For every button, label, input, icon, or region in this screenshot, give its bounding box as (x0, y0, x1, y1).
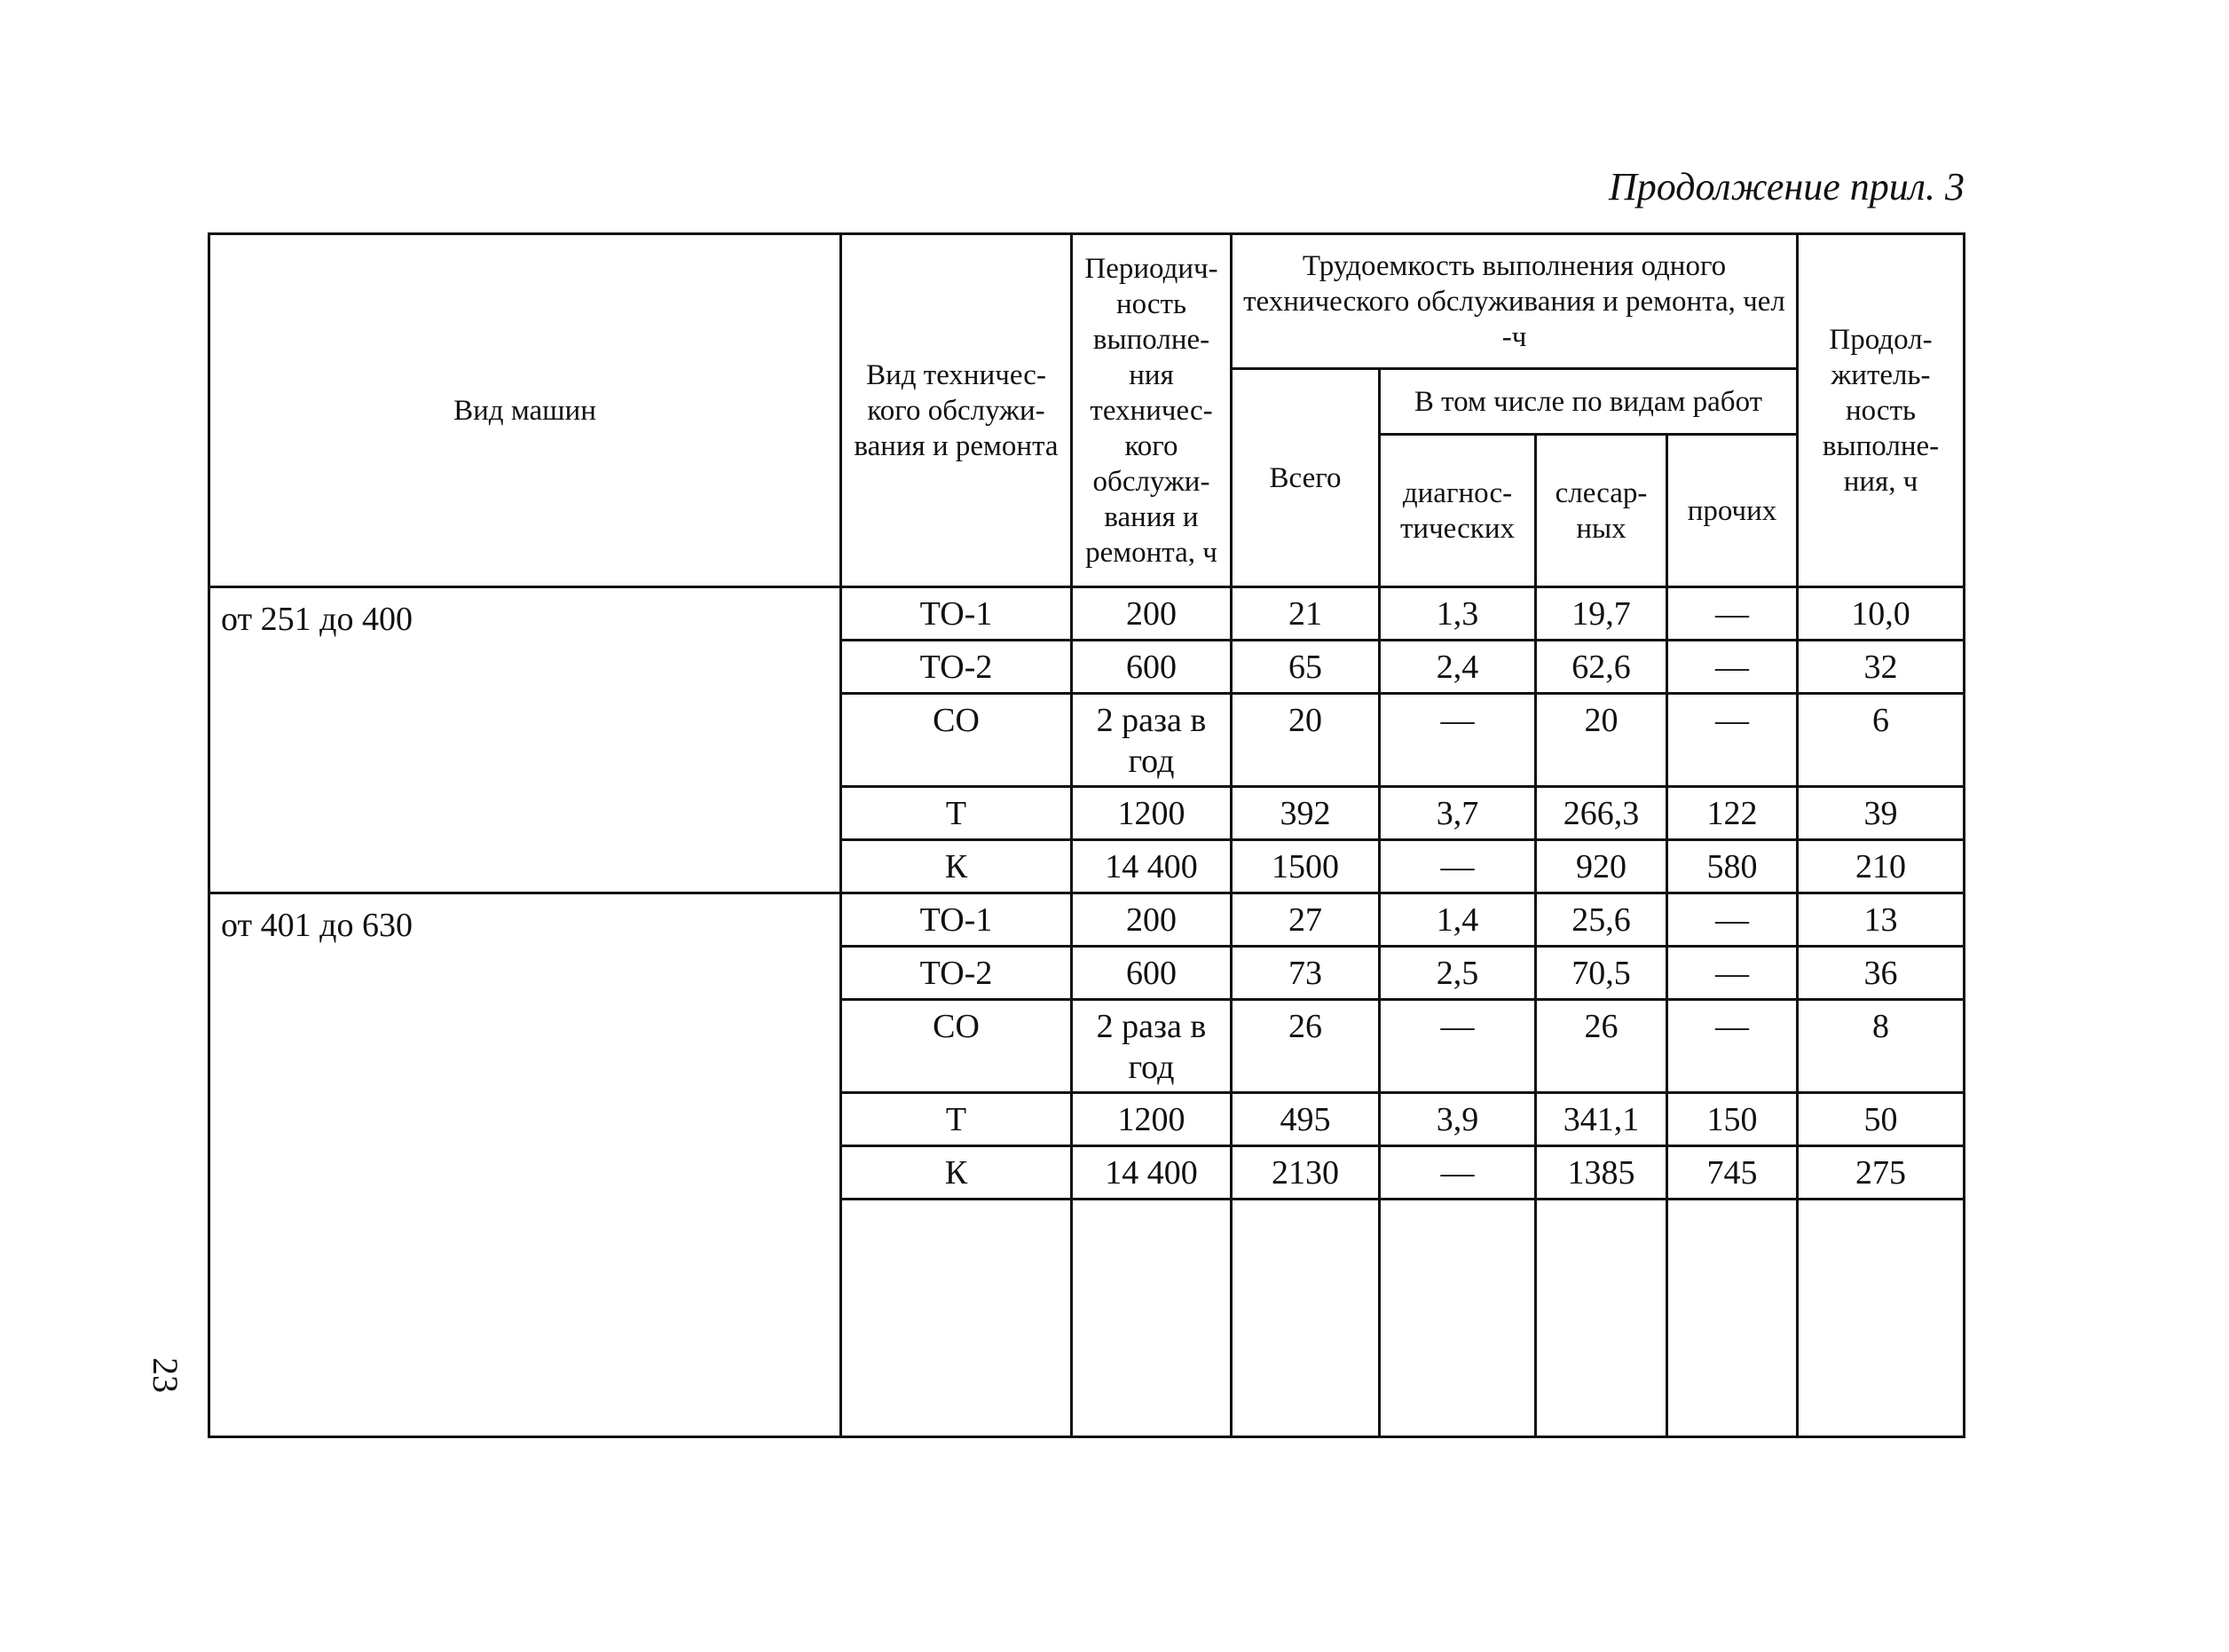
empty-cell (1072, 1200, 1232, 1437)
cell-duration: 50 (1798, 1093, 1965, 1146)
cell-service-type: Т (841, 1093, 1072, 1146)
cell-fitter: 25,6 (1536, 893, 1667, 947)
cell-diagnostic: 2,4 (1380, 641, 1536, 694)
cell-machine-type: от 401 до 630 (209, 893, 841, 1437)
cell-diagnostic: — (1380, 694, 1536, 787)
header-labor-group: Трудоемкость выполнения одного технического обслуживания и ремонта, чел -ч (1232, 234, 1798, 369)
cell-service-type: К (841, 1146, 1072, 1200)
cell-fitter: 62,6 (1536, 641, 1667, 694)
cell-periodicity: 14 400 (1072, 840, 1232, 893)
cell-duration: 36 (1798, 947, 1965, 1000)
cell-total: 27 (1232, 893, 1380, 947)
cell-periodicity: 600 (1072, 641, 1232, 694)
cell-duration: 10,0 (1798, 587, 1965, 641)
header-duration: Продол- житель- ность выполне- ния, ч (1798, 234, 1965, 587)
cell-fitter: 20 (1536, 694, 1667, 787)
cell-service-type: ТО-1 (841, 587, 1072, 641)
cell-fitter: 920 (1536, 840, 1667, 893)
cell-diagnostic: — (1380, 840, 1536, 893)
cell-diagnostic: 3,9 (1380, 1093, 1536, 1146)
header-total: Всего (1232, 369, 1380, 587)
continuation-caption: Продолжение прил. 3 (1609, 165, 1965, 208)
cell-duration: 13 (1798, 893, 1965, 947)
cell-diagnostic: 1,3 (1380, 587, 1536, 641)
cell-periodicity: 2 раза в год (1072, 1000, 1232, 1093)
cell-total: 73 (1232, 947, 1380, 1000)
cell-service-type: СО (841, 1000, 1072, 1093)
cell-periodicity: 1200 (1072, 1093, 1232, 1146)
cell-total: 2130 (1232, 1146, 1380, 1200)
empty-cell (1667, 1200, 1798, 1437)
cell-other: — (1667, 1000, 1798, 1093)
cell-diagnostic: 2,5 (1380, 947, 1536, 1000)
empty-cell (1798, 1200, 1965, 1437)
cell-duration: 39 (1798, 787, 1965, 840)
cell-diagnostic: 3,7 (1380, 787, 1536, 840)
cell-total: 65 (1232, 641, 1380, 694)
cell-service-type: К (841, 840, 1072, 893)
cell-fitter: 26 (1536, 1000, 1667, 1093)
table-body (209, 587, 1965, 1437)
cell-periodicity: 14 400 (1072, 1146, 1232, 1200)
cell-fitter: 19,7 (1536, 587, 1667, 641)
cell-total: 26 (1232, 1000, 1380, 1093)
cell-periodicity: 200 (1072, 587, 1232, 641)
cell-diagnostic: 1,4 (1380, 893, 1536, 947)
cell-duration: 6 (1798, 694, 1965, 787)
header-other: прочих (1667, 435, 1798, 587)
table-header (209, 234, 1965, 587)
cell-total: 20 (1232, 694, 1380, 787)
header-periodicity: Периодич- ность выполне- ния техничес- кого обслужи- вания и ремонта, ч (1072, 234, 1232, 587)
cell-duration: 8 (1798, 1000, 1965, 1093)
cell-duration: 275 (1798, 1146, 1965, 1200)
cell-service-type: ТО-2 (841, 947, 1072, 1000)
header-subgroup: В том числе по видам работ (1380, 369, 1798, 435)
cell-machine-type: от 251 до 400 (209, 587, 841, 893)
cell-duration: 32 (1798, 641, 1965, 694)
empty-cell (1536, 1200, 1667, 1437)
cell-total: 21 (1232, 587, 1380, 641)
cell-other: 745 (1667, 1146, 1798, 1200)
empty-cell (841, 1200, 1072, 1437)
header-service-type: Вид техничес- кого обслужи- вания и ремонта (841, 234, 1072, 587)
page-number: 23 (146, 1357, 185, 1393)
cell-fitter: 266,3 (1536, 787, 1667, 840)
cell-other: 150 (1667, 1093, 1798, 1146)
cell-fitter: 1385 (1536, 1146, 1667, 1200)
cell-other: — (1667, 694, 1798, 787)
maintenance-table (208, 232, 1965, 1438)
cell-service-type: Т (841, 787, 1072, 840)
cell-total: 392 (1232, 787, 1380, 840)
empty-cell (1232, 1200, 1380, 1437)
cell-periodicity: 600 (1072, 947, 1232, 1000)
cell-periodicity: 1200 (1072, 787, 1232, 840)
cell-other: 580 (1667, 840, 1798, 893)
cell-periodicity: 2 раза в год (1072, 694, 1232, 787)
cell-service-type: ТО-2 (841, 641, 1072, 694)
cell-diagnostic: — (1380, 1000, 1536, 1093)
header-diagnostic: диагнос- тических (1380, 435, 1536, 587)
cell-periodicity: 200 (1072, 893, 1232, 947)
cell-fitter: 341,1 (1536, 1093, 1667, 1146)
table-row (209, 893, 1965, 947)
cell-other: 122 (1667, 787, 1798, 840)
cell-other: — (1667, 947, 1798, 1000)
table-row (209, 587, 1965, 641)
cell-other: — (1667, 641, 1798, 694)
header-machine-type: Вид машин (209, 234, 841, 587)
header-fitter: слесар- ных (1536, 435, 1667, 587)
cell-total: 495 (1232, 1093, 1380, 1146)
cell-diagnostic: — (1380, 1146, 1536, 1200)
cell-duration: 210 (1798, 840, 1965, 893)
empty-cell (1380, 1200, 1536, 1437)
cell-service-type: ТО-1 (841, 893, 1072, 947)
cell-total: 1500 (1232, 840, 1380, 893)
cell-fitter: 70,5 (1536, 947, 1667, 1000)
cell-other: — (1667, 587, 1798, 641)
cell-other: — (1667, 893, 1798, 947)
cell-service-type: СО (841, 694, 1072, 787)
